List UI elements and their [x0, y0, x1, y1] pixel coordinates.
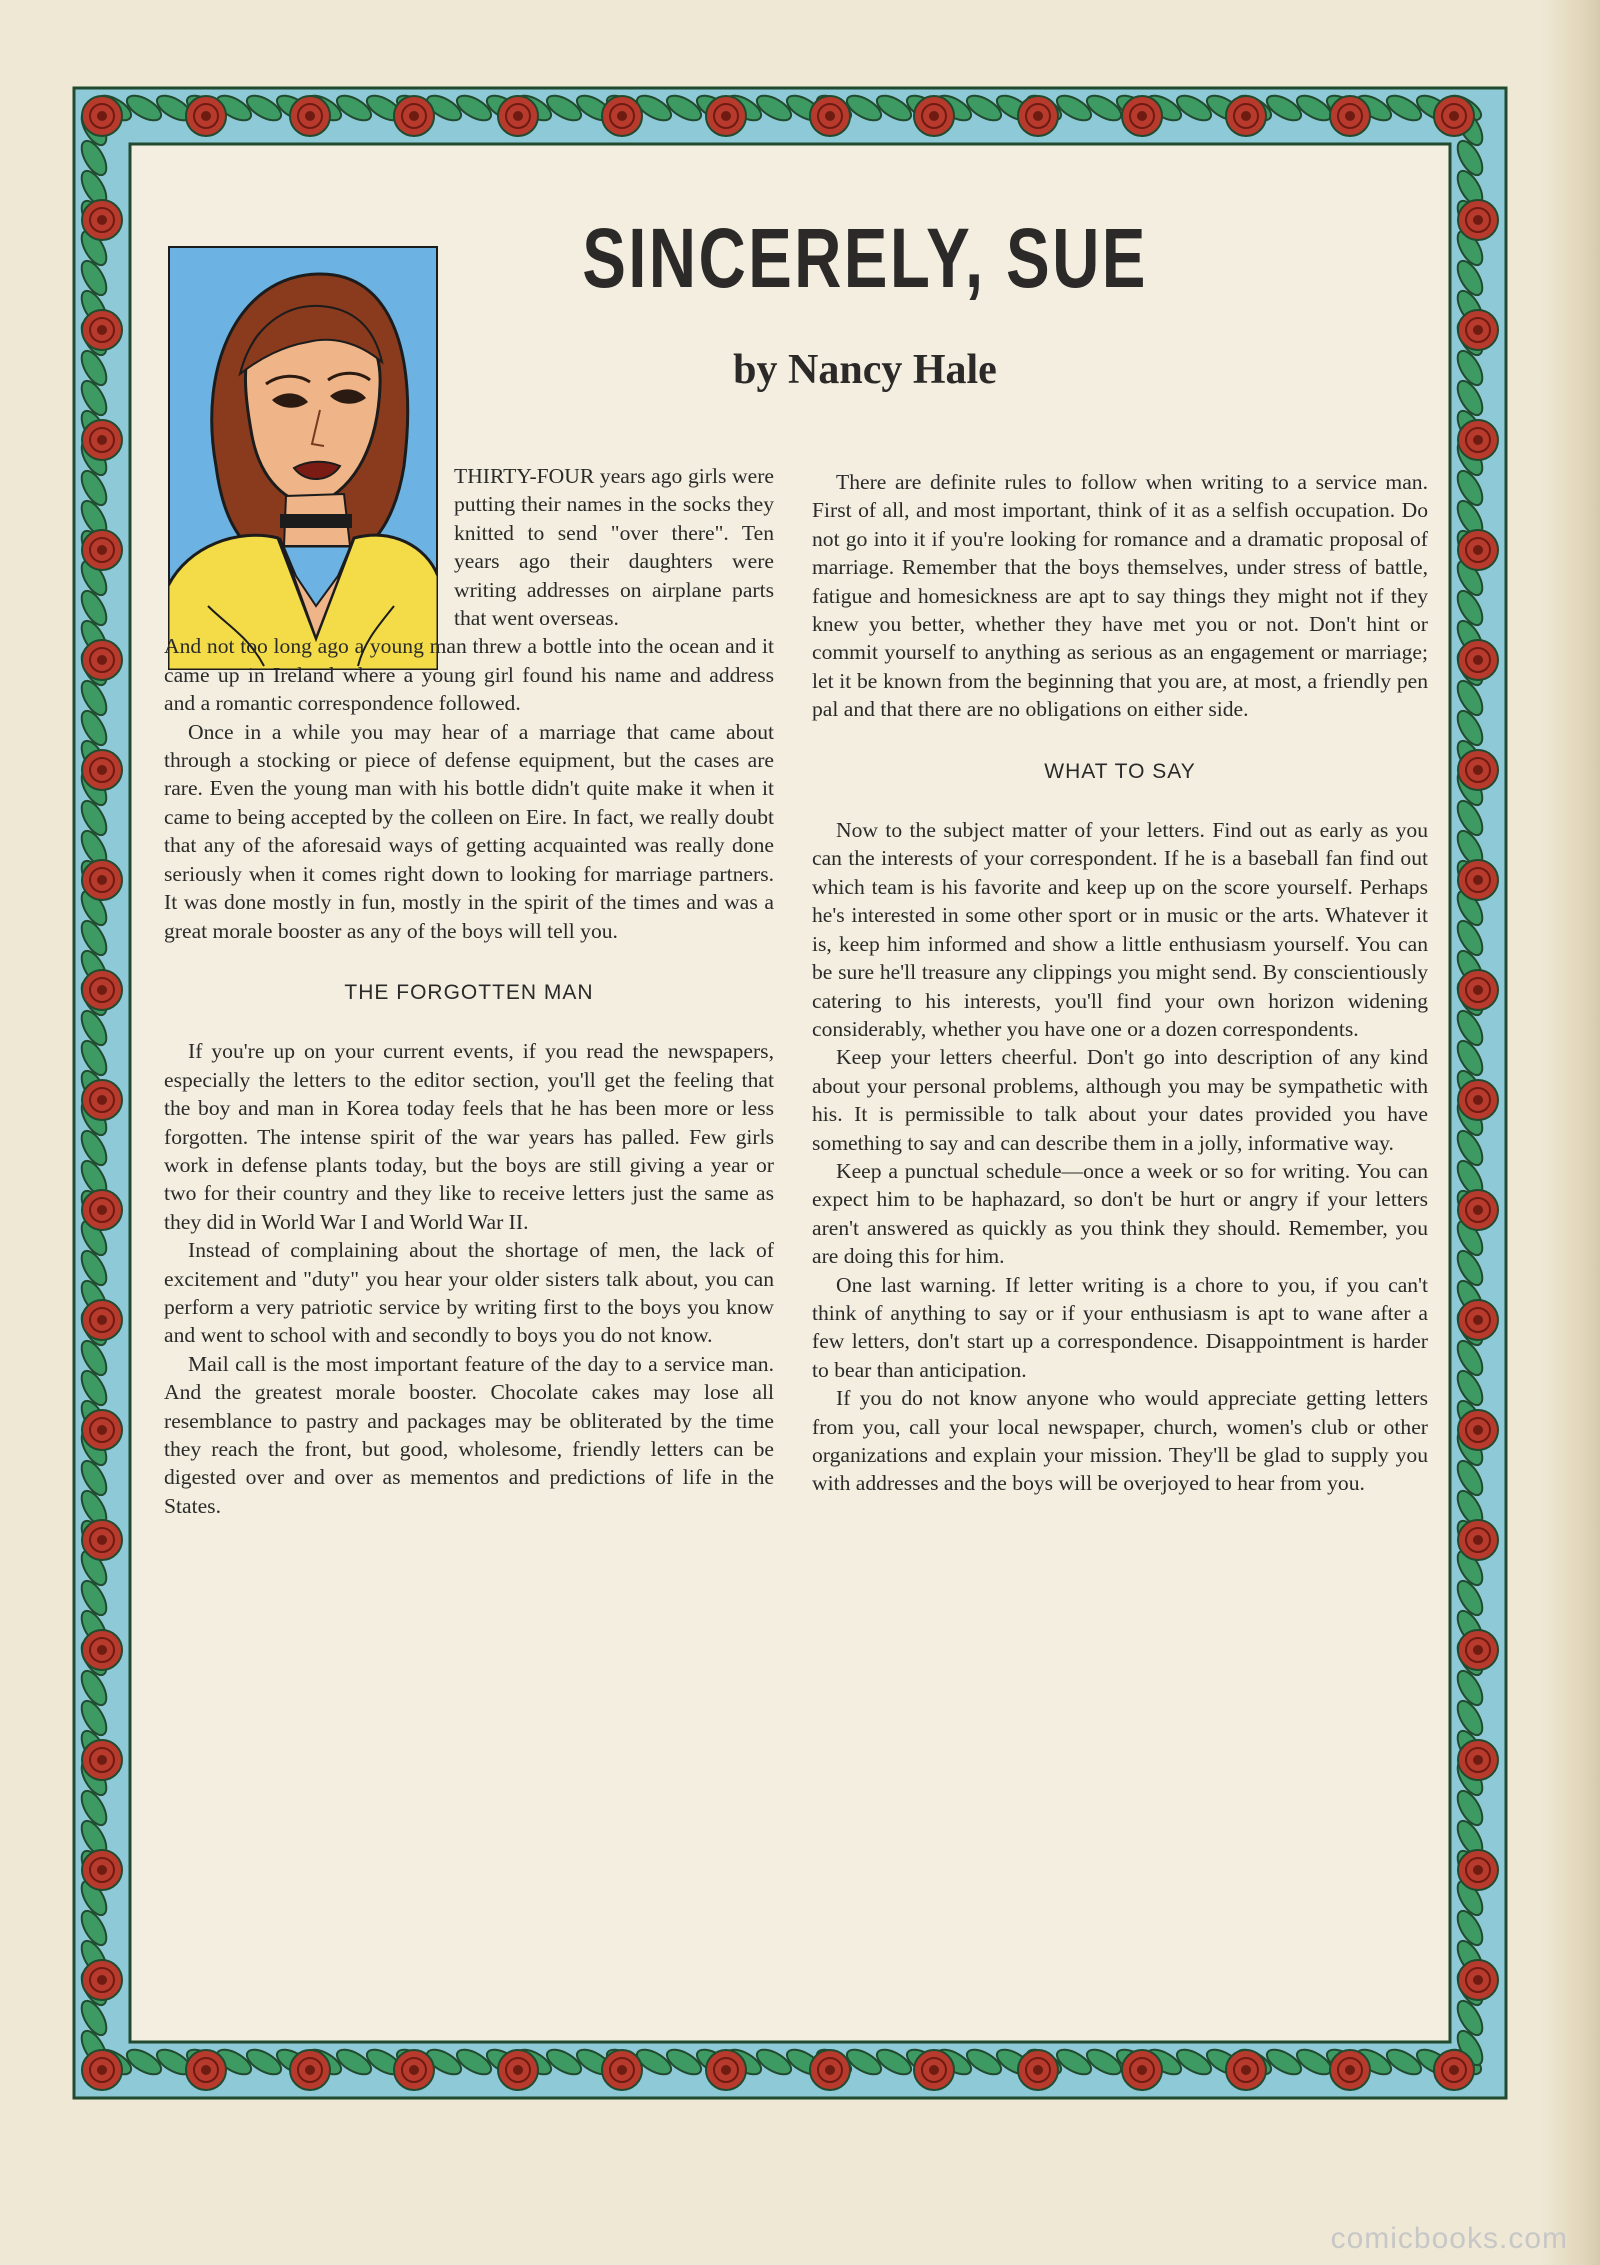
paragraph: Keep a punctual schedule—once a week or so for writing. You can expect him to be haphazard, so don't be hurt or angry if your letters aren't answered as quickly as you think they should. Remember, you are doing this for him. [812, 1158, 1428, 1269]
paragraph: Mail call is the most important feature of the day to a service man. And the greatest morale booster. Chocolate cakes may lose all resemblance to pastry and packages may be obliterated by the time they reach the front, but good, wholesome, friendly letters can be digested over and over as mementos and predictions of life in the States. [164, 1351, 774, 1518]
section-heading-what-to-say: WHAT TO SAY [1044, 759, 1196, 783]
paragraph: Once in a while you may hear of a marriage that came about through a stocking or piece of defense equipment, but the cases are rare. Even the young man with his bottle didn't quite make it when it came to being accepted by the colleen on Eire. In fact, we really doubt that any of the aforesaid ways of getting acquainted was really done seriously when it comes right down to looking for marriage partners. It was done mostly in fun, mostly in the spirit of the times and was a great morale booster as any of the boys will tell you. [164, 719, 774, 943]
watermark: comicbooks.com [1330, 2222, 1568, 2255]
article-byline: by Nancy Hale [733, 347, 997, 393]
left-column [164, 462, 774, 1520]
paragraph: One last warning. If letter writing is a chore to you, if you can't think of anything to say or if your enthusiasm is apt to wane after a few letters, don't start up a correspondence. Disappointment is harder to bear than anticipation. [812, 1272, 1428, 1382]
paragraph: If you're up on your current events, if you read the newspapers, especially the letters to the editor section, you'll get the feeling that the boy and man in Korea today feels that he has been more or less forgotten. The intense spirit of the war years has palled. Few girls work in defense plants today, but the boys are still giving a year or two for their country and they like to receive letters just the same as they did in World War I and World War II. [164, 1039, 774, 1234]
paragraph: Keep your letters cheerful. Don't go into description of any kind about your personal problems, although you may be sympathetic with his. It is permissible to talk about your dates provided you have something to say and can describe them in a jolly, informative way. [812, 1045, 1428, 1155]
opening-paragraph: THIRTY-FOUR years ago girls were putting their names in the socks they knitted to send "over there". Ten years ago their daughters were writing addresses on airplane parts that went overseas. [454, 464, 774, 631]
paragraph: Instead of complaining about the shortage of men, the lack of excitement and "duty" you hear your older sisters talk about, you can perform a very patriotic service by writing first to the boys you know and went to school with and secondly to boys you do not know. [164, 1238, 774, 1348]
paragraph: Now to the subject matter of your letters. Find out as early as you can the interests of your correspondent. If he is a baseball fan find out which team is his favorite and keep up on the score yourself. Perhaps he's interested in some other sport or in music or the arts. Whatever it is, keep him informed and show a little enthusiasm yourself. You can be sure he'll treasure any clippings you might send. By conscientiously catering to his interests, you'll find your own horizon widening considerably, whether you have one or a dozen correspondents. [812, 818, 1428, 1041]
opening-paragraph-continued: And not too long ago a young man threw a bottle into the ocean and it came up in Ireland where a young girl found his name and address and a romantic correspondence followed. [164, 634, 774, 716]
paragraph: If you do not know anyone who would appreciate getting letters from you, call your local newspaper, church, women's club or other organizations and explain your mission. They'll be glad to supply you with addresses and the boys will be overjoyed to hear from you. [812, 1386, 1428, 1496]
article-title: SINCERELY, SUE [582, 211, 1148, 305]
paragraph: There are definite rules to follow when writing to a service man. First of all, and most important, think of it as a selfish occupation. Do not go into it if you're looking for romance and a dramatic proposal of marriage. Remember that the boys themselves, under stress of battle, fatigue and homesickness are apt to say things they might not if they knew you better, whether they have met you or not. Don't hint or commit yourself to anything as serious as an engagement or marriage; let it be known from the beginning that you are, at most, a friendly pen pal and that there are no obligations on either side. [812, 470, 1428, 722]
section-heading-forgotten-man: THE FORGOTTEN MAN [344, 980, 594, 1004]
right-column [812, 468, 1428, 1498]
